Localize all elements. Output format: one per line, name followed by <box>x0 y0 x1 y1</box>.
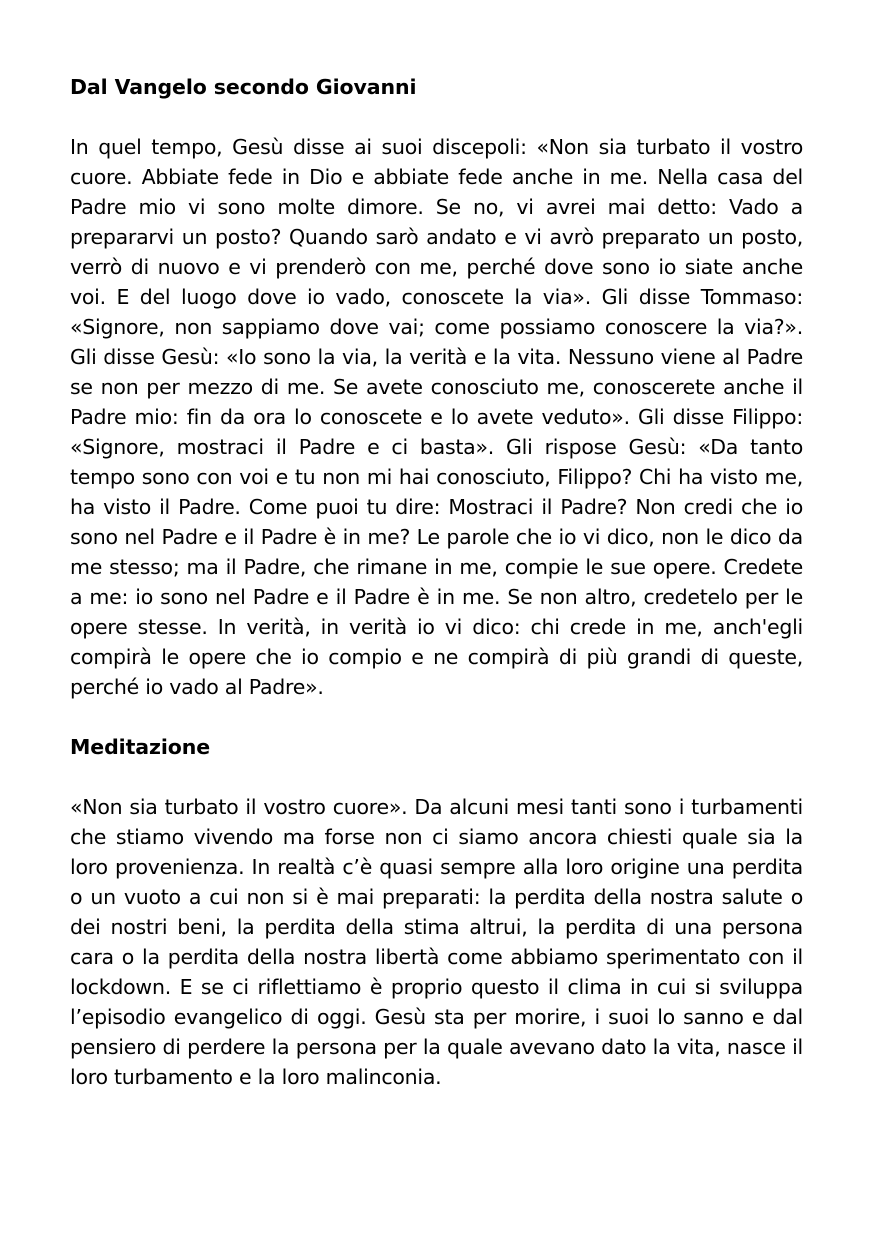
gospel-text: In quel tempo, Gesù disse ai suoi discepoli: «Non sia turbato il vostro cuore. Abbiate fede in Dio e abbiate fede anche in me. Nella casa del Padre mio vi sono molte dimore. Se no, vi avrei mai detto: Vado a prepararvi un posto? Quando sarò andato e vi avrò preparato un posto, verrò di nuovo e vi prenderò con me, perché dove sono io siate anche voi. E del luogo dove io vado, conoscete la via». Gli disse Tommaso: «Signore, non sappiamo dove vai; come possiamo conoscere la via?». Gli disse Gesù: «Io sono la via, la verità e la vita. Nessuno viene al Padre se non per mezzo di me. Se avete conosciuto me, conoscerete anche il Padre mio: fin da ora lo conoscete e lo avete veduto». Gli disse Filippo: «Signore, mostraci il Padre e ci basta». Gli rispose Gesù: «Da tanto tempo sono con voi e tu non mi hai conosciuto, Filippo? Chi ha visto me, ha visto il Padre. Come puoi tu dire: Mostraci il Padre? Non credi che io sono nel Padre e il Padre è in me? Le parole che io vi dico, non le dico da me stesso; ma il Padre, che rimane in me, compie le sue opere. Credete a me: io sono nel Padre e il Padre è in me. Se non altro, credetelo per le opere stesse. In verità, in verità io vi dico: chi crede in me, anch'egli compirà le opere che io compio e ne compirà di più grandi di queste, perché io vado al Padre». <box>70 135 803 699</box>
document-page <box>70 70 803 1092</box>
gospel-heading: Dal Vangelo secondo Giovanni <box>70 75 417 99</box>
meditation-text: «Non sia turbato il vostro cuore». Da alcuni mesi tanti sono i turbamenti che stiamo vivendo ma forse non ci siamo ancora chiesti quale sia la loro provenienza. In realtà c’è quasi sempre alla loro origine una perdita o un vuoto a cui non si è mai preparati: la perdita della nostra salute o dei nostri beni, la perdita della stima altrui, la perdita di una persona cara o la perdita della nostra libertà come abbiamo sperimentato con il lockdown. E se ci riflettiamo è proprio questo il clima in cui si sviluppa l’episodio evangelico di oggi. Gesù sta per morire, i suoi lo sanno e dal pensiero di perdere la persona per la quale avevano dato la vita, nasce il loro turbamento e la loro malinconia. <box>70 795 803 1089</box>
meditation-heading: Meditazione <box>70 735 211 759</box>
